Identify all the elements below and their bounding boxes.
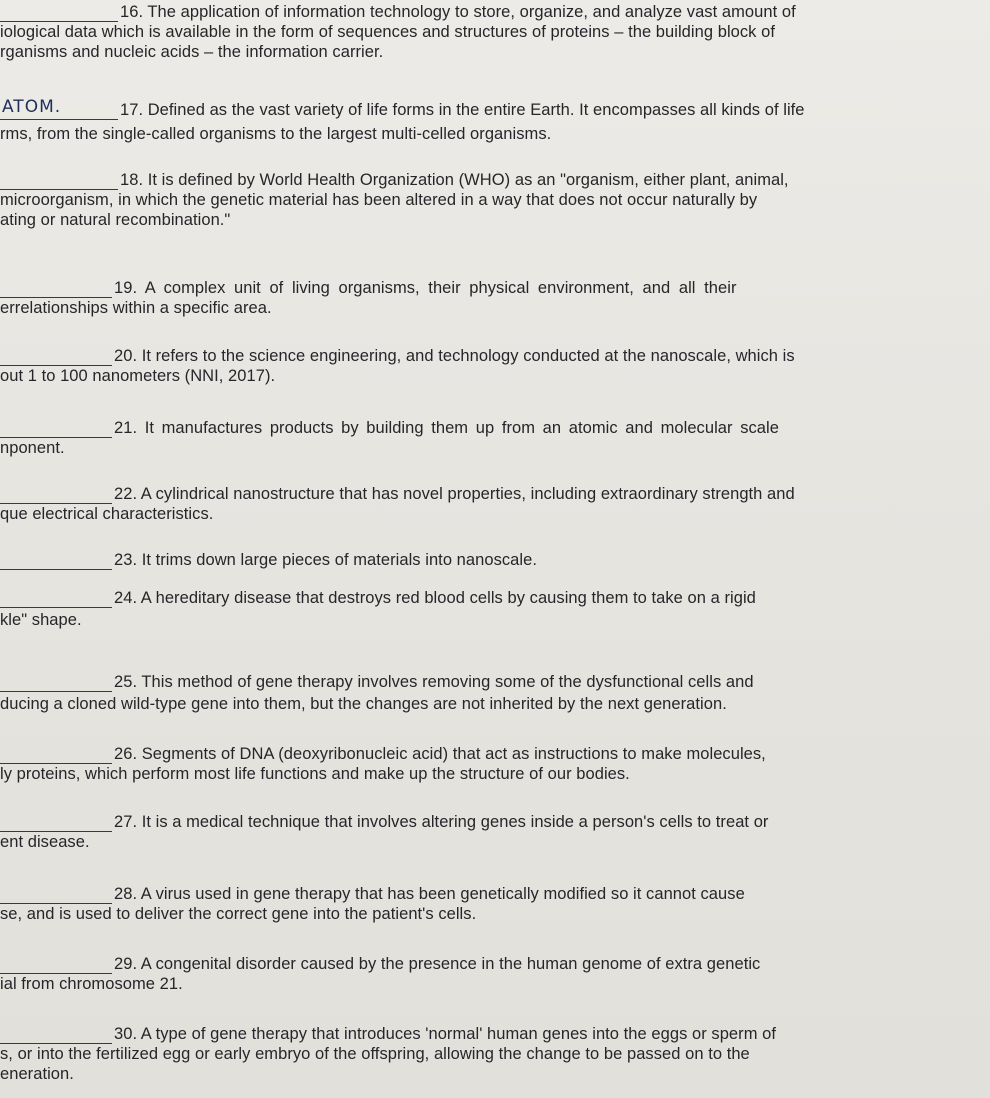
question-30-line-3: eneration.	[0, 1065, 74, 1083]
answer-blank-18[interactable]	[0, 170, 118, 190]
question-23-line-1: 23. It trims down large pieces of materials into nanoscale.	[114, 551, 537, 569]
question-22-line-1: 22. A cylindrical nanostructure that has novel properties, including extraordinary strength and	[114, 485, 795, 503]
question-26-line-2: ly proteins, which perform most life functions and make up the structure of our bodies.	[0, 765, 630, 783]
question-25-line-2: ducing a cloned wild-type gene into them, but the changes are not inherited by the next generation.	[0, 695, 727, 713]
answer-blank-27[interactable]	[0, 812, 112, 832]
question-28-line-1: 28. A virus used in gene therapy that has been genetically modified so it cannot cause	[114, 885, 745, 903]
answer-blank-21[interactable]	[0, 418, 112, 438]
answer-blank-28[interactable]	[0, 884, 112, 904]
question-21-line-2: nponent.	[0, 439, 65, 457]
question-19-line-1: 19. A complex unit of living organisms, their physical environment, and all their	[114, 279, 737, 297]
answer-blank-26[interactable]	[0, 744, 112, 764]
answer-blank-24[interactable]	[0, 588, 112, 608]
question-29-line-1: 29. A congenital disorder caused by the presence in the human genome of extra genetic	[114, 955, 761, 973]
question-20-line-2: out 1 to 100 nanometers (NNI, 2017).	[0, 367, 276, 385]
answer-blank-29[interactable]	[0, 954, 112, 974]
question-26-line-1: 26. Segments of DNA (deoxyribonucleic acid) that act as instructions to make molecules,	[114, 745, 766, 763]
question-17-line-1: 17. Defined as the vast variety of life forms in the entire Earth. It encompasses all kinds of life	[120, 101, 805, 119]
question-27-line-1: 27. It is a medical technique that involves altering genes inside a person's cells to treat or	[114, 813, 769, 831]
question-16-line-3: rganisms and nucleic acids – the information carrier.	[0, 43, 384, 61]
question-18-line-3: ating or natural recombination."	[0, 211, 231, 229]
answer-blank-20[interactable]	[0, 346, 112, 366]
question-24-line-2: kle" shape.	[0, 611, 82, 629]
answer-blank-19[interactable]	[0, 278, 112, 298]
question-30-line-1: 30. A type of gene therapy that introduces 'normal' human genes into the eggs or sperm of	[114, 1025, 776, 1043]
question-20-line-1: 20. It refers to the science engineering, and technology conducted at the nanoscale, which is	[114, 347, 795, 365]
question-30-line-2: s, or into the fertilized egg or early embryo of the offspring, allowing the change to be passed on to the	[0, 1045, 750, 1063]
question-18-line-2: microorganism, in which the genetic material has been altered in a way that does not occur naturally by	[0, 191, 758, 209]
answer-blank-17[interactable]	[0, 97, 118, 120]
answer-blank-30[interactable]	[0, 1024, 112, 1044]
question-25-line-1: 25. This method of gene therapy involves removing some of the dysfunctional cells and	[114, 673, 754, 691]
answer-blank-23[interactable]	[0, 550, 112, 570]
question-27-line-2: ent disease.	[0, 833, 90, 851]
question-17-line-2: rms, from the single-called organisms to the largest multi-celled organisms.	[0, 125, 552, 143]
question-19-line-2: errelationships within a specific area.	[0, 299, 272, 317]
question-18-line-1: 18. It is defined by World Health Organization (WHO) as an "organism, either plant, animal,	[120, 171, 789, 189]
question-16-line-1: 16. The application of information technology to store, organize, and analyze vast amount of	[120, 3, 796, 21]
question-28-line-2: se, and is used to deliver the correct gene into the patient's cells.	[0, 905, 477, 923]
question-24-line-1: 24. A hereditary disease that destroys red blood cells by causing them to take on a rigid	[114, 589, 756, 607]
question-29-line-2: ial from chromosome 21.	[0, 975, 183, 993]
question-16-line-2: iological data which is available in the form of sequences and structures of proteins – the building block of	[0, 23, 775, 41]
question-22-line-2: que electrical characteristics.	[0, 505, 214, 523]
handwritten-answer-17: ATOM.	[2, 97, 62, 117]
answer-blank-16[interactable]	[0, 2, 118, 22]
answer-blank-25[interactable]	[0, 672, 112, 692]
answer-blank-22[interactable]	[0, 484, 112, 504]
question-21-line-1: 21. It manufactures products by building them up from an atomic and molecular scale	[114, 419, 779, 437]
